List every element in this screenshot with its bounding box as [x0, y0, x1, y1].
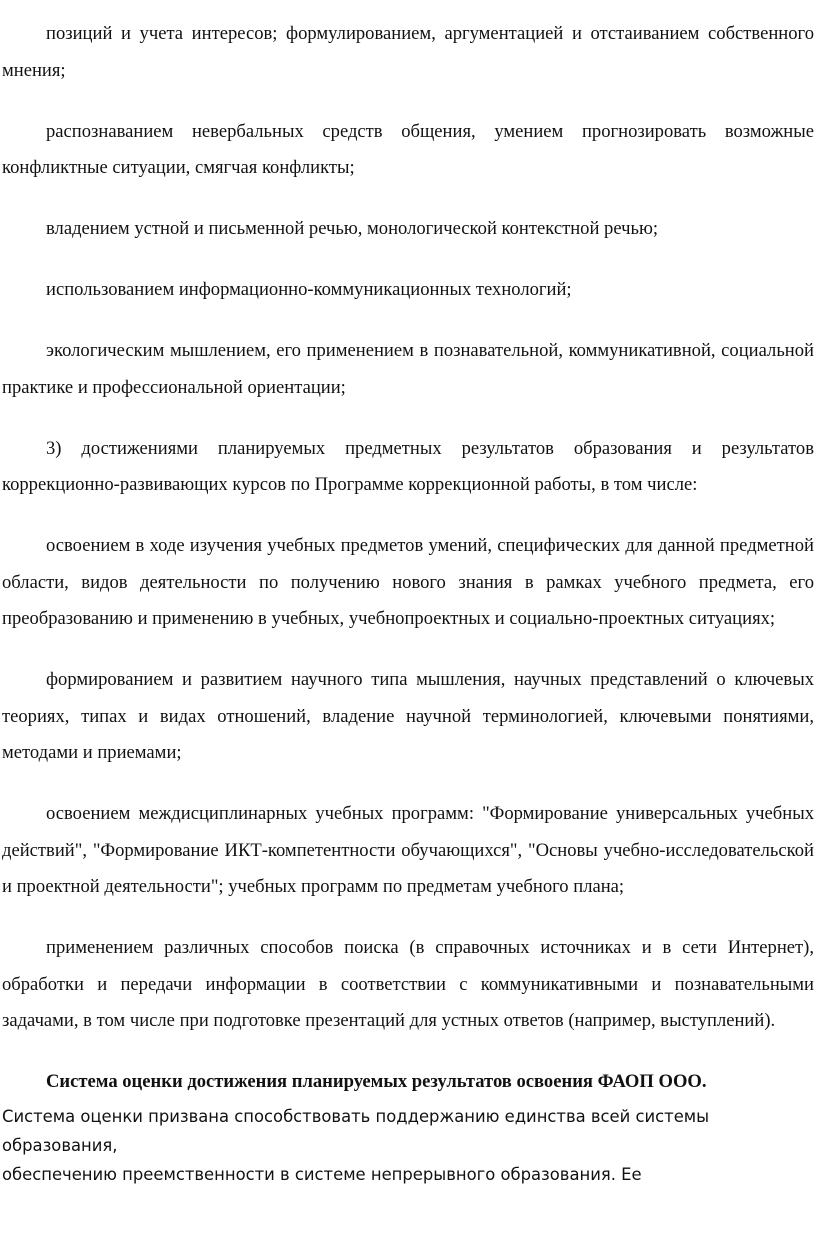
- paragraph-5: экологическим мышлением, его применением в познавательной, коммуникативной, социальной практике и профессиональной ориентации;: [2, 340, 814, 398]
- paragraph-7: освоением в ходе изучения учебных предметов умений, специфических для данной предметной области, видов деятельности по получению нового знания в рамках учебного предмета, его преобразованию и применению в учебных, учебнопроектных и социально-проектных ситуациях;: [2, 535, 814, 629]
- tail-line-1: Система оценки призвана способствовать поддержанию единства всей системы образования,: [2, 1107, 710, 1155]
- paragraph-1: позиций и учета интересов; формулированием, аргументацией и отстаиванием собственного мнения;: [2, 23, 814, 81]
- paragraph-4: использованием информационно-коммуникационных технологий;: [46, 279, 572, 300]
- tail-line-2: обеспечению преемственности в системе непрерывного образования. Ее: [2, 1165, 642, 1184]
- paragraph-8: формированием и развитием научного типа мышления, научных представлений о ключевых теориях, типах и видах отношений, владение научной терминологией, ключевыми понятиями, методами и приемами;: [2, 669, 814, 763]
- paragraph-6: 3) достижениями планируемых предметных результатов образования и результатов коррекционно-развивающих курсов по Программе коррекционной работы, в том числе:: [2, 437, 814, 495]
- tail-text: [2, 1102, 814, 1189]
- paragraph-9: освоением междисциплинарных учебных программ: "Формирование универсальных учебных действий", "Формирование ИКТ-компетентности обучающихся", "Основы учебно-исследовательской и проектной деятельности"; учебных программ по предметам учебного плана;: [2, 803, 814, 897]
- paragraph-3: владением устной и письменной речью, монологической контекстной речью;: [46, 218, 659, 239]
- paragraph-2: распознаванием невербальных средств общения, умением прогнозировать возможные конфликтные ситуации, смягчая конфликты;: [2, 120, 814, 178]
- paragraph-10: применением различных способов поиска (в справочных источниках и в сети Интернет), обработки и передачи информации в соответствии с коммуникативными и познавательными задачами, в том числе при подготовке презентаций для устных ответов (например, выступлений).: [2, 937, 814, 1031]
- section-heading: Система оценки достижения планируемых результатов освоения ФАОП ООО.: [46, 1071, 707, 1092]
